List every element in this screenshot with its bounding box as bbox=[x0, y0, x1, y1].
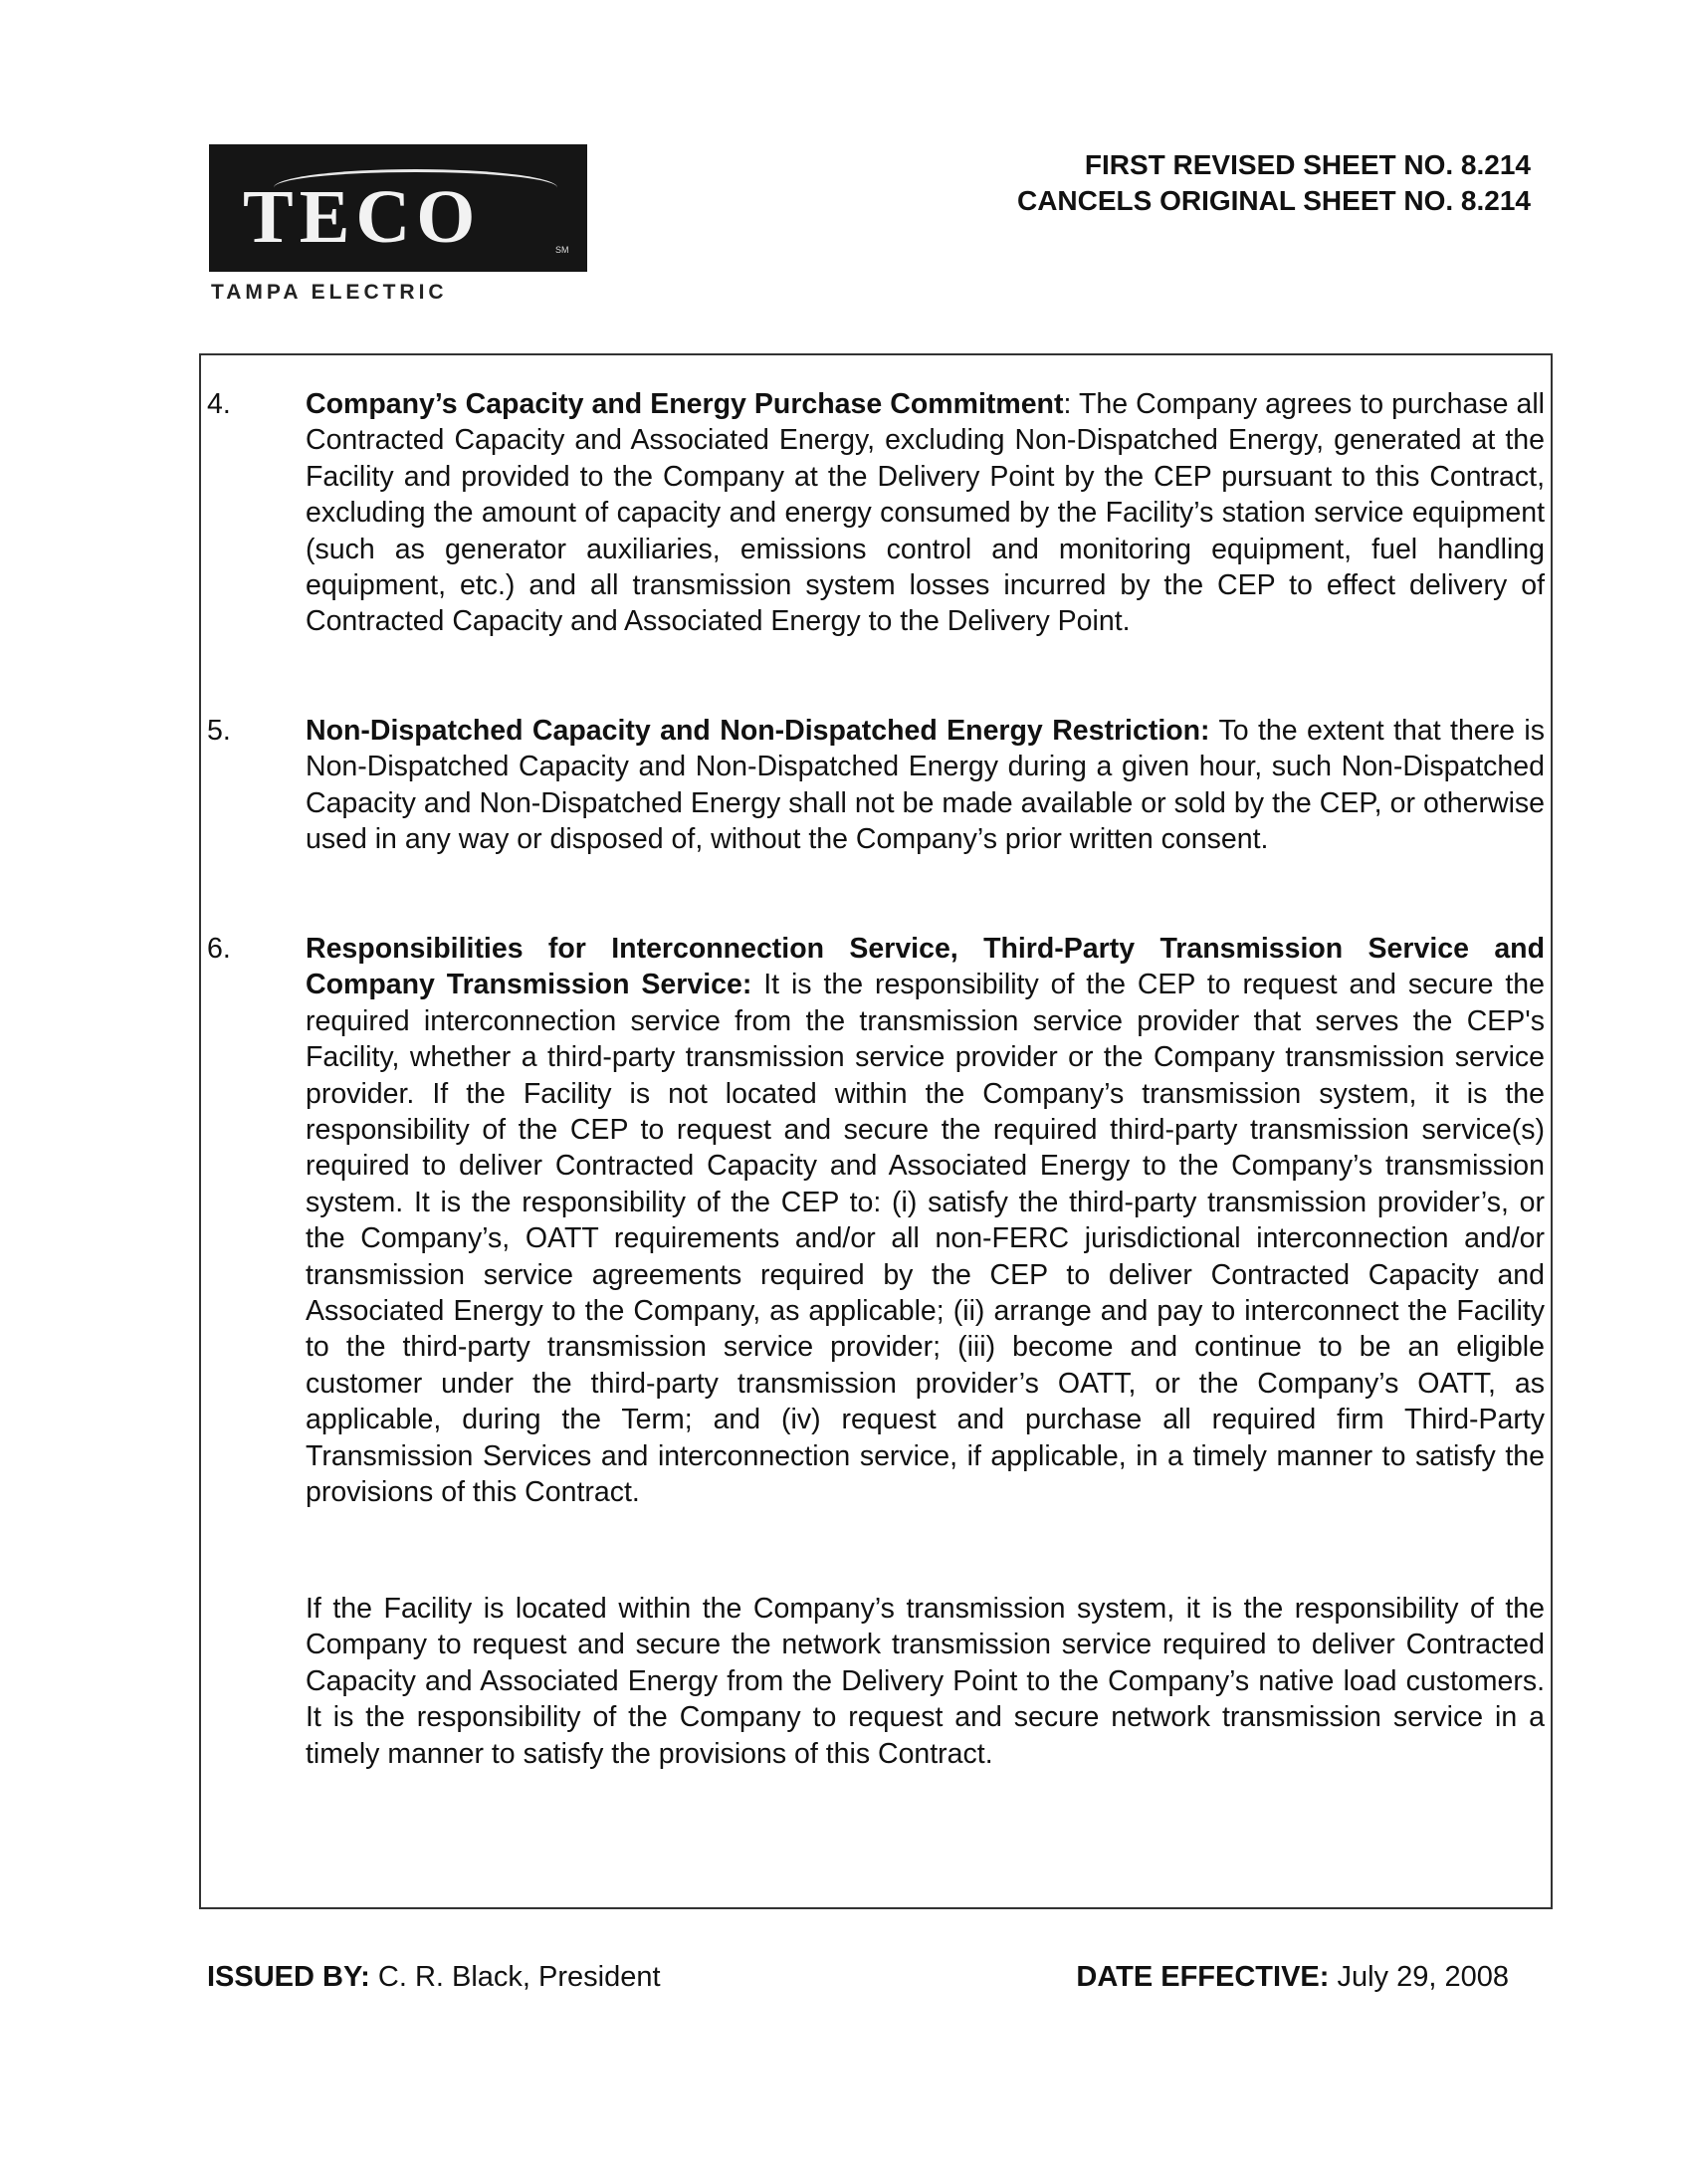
item-text: It is the responsibility of the CEP to request and secure the required interconnection service from the transmission service provider that serves the CEP's Facility, whether a third-party transmission service provider or the Company transmission service provider. If the Facility is not located within the Company’s transmission system, it is the responsibility of the CEP to request and secure the required third-party transmission service(s) required to deliver Contracted Capacity and Associated Energy to the Company’s transmission system. It is the responsibility of the CEP to: (i) satisfy the third-party transmission provider’s, or the Company’s, OATT requirements and/or all non-FERC jurisdictional interconnection and/or transmission service agreements required by the CEP to deliver Contracted Capacity and Associated Energy to the Company, as applicable; (ii) arrange and pay to interconnect the Facility to the third-party transmission service provider; (iii) become and continue to be an eligible customer under the third-party transmission provider’s OATT, or the Company’s OATT, as applicable, during the Term; and (iv) request and purchase all required firm Third-Party Transmission Services and interconnection service, if applicable, in a timely manner to satisfy the provisions of this Contract. bbox=[306, 969, 1545, 1509]
logo-trademark: SM bbox=[555, 245, 569, 255]
logo-caption: TAMPA ELECTRIC bbox=[211, 281, 448, 304]
sheet-line-2: CANCELS ORIGINAL SHEET NO. 8.214 bbox=[1016, 185, 1531, 216]
date-effective bbox=[1076, 1961, 1509, 1994]
item-5 bbox=[207, 713, 1545, 858]
date-effective-value: July 29, 2008 bbox=[1329, 1961, 1509, 1993]
item-6 bbox=[207, 931, 1545, 1511]
item-text: To the extent that there is Non-Dispatched Capacity and Non-Dispatched Energy during a given hour, such Non-Dispatched Capacity and Non-Dispatched Energy shall not be made available or sold by the CEP, or otherwise used in any way or disposed of, without the Company’s prior written consent. bbox=[306, 715, 1545, 856]
item-number: 4. bbox=[207, 388, 231, 420]
item-heading-sep: : bbox=[1063, 388, 1072, 420]
item-4 bbox=[207, 386, 1545, 640]
issued-by bbox=[207, 1961, 661, 1994]
issued-by-value: C. R. Black, President bbox=[369, 1961, 661, 1993]
item-heading: Non-Dispatched Capacity and Non-Dispatched Energy Restriction: bbox=[306, 715, 1210, 747]
date-effective-label: DATE EFFECTIVE: bbox=[1076, 1961, 1330, 1993]
sheet-number-header bbox=[1017, 147, 1531, 219]
item-body bbox=[306, 931, 1545, 1511]
logo-wordmark: TECO bbox=[243, 175, 482, 259]
item-number: 6. bbox=[207, 933, 231, 965]
item-heading: Responsibilities for Interconnection Service, Third-Party Transmission Service and Company Transmission Service: bbox=[306, 933, 1545, 1001]
sheet-line-1: FIRST REVISED SHEET NO. 8.214 bbox=[1084, 149, 1531, 180]
item-6-paragraph-2: If the Facility is located within the Company’s transmission system, it is the responsibility of the Company to request and secure the network transmission service required to deliver Contracted Capacity and Associated Energy from the Delivery Point to the Company’s native load customers. It is the responsibility of the Company to request and secure network transmission service in a timely manner to satisfy the provisions of this Contract. bbox=[306, 1593, 1545, 1770]
issued-by-label: ISSUED BY: bbox=[207, 1961, 370, 1993]
item-heading: Company’s Capacity and Energy Purchase Commitment bbox=[306, 388, 1064, 420]
item-body bbox=[306, 713, 1545, 858]
item-number: 5. bbox=[207, 715, 231, 747]
item-body bbox=[306, 386, 1545, 640]
item-text: The Company agrees to purchase all Contracted Capacity and Associated Energy, excluding Non-Dispatched Energy, generated at the Facility and provided to the Company at the Delivery Point by the CEP pursuant to this Contract, excluding the amount of capacity and energy consumed by the Facility’s station service equipment (such as generator auxiliaries, emissions control and monitoring equipment, fuel handling equipment, etc.) and all transmission system losses incurred by the CEP to effect delivery of Contracted Capacity and Associated Energy to the Delivery Point. bbox=[306, 388, 1546, 638]
